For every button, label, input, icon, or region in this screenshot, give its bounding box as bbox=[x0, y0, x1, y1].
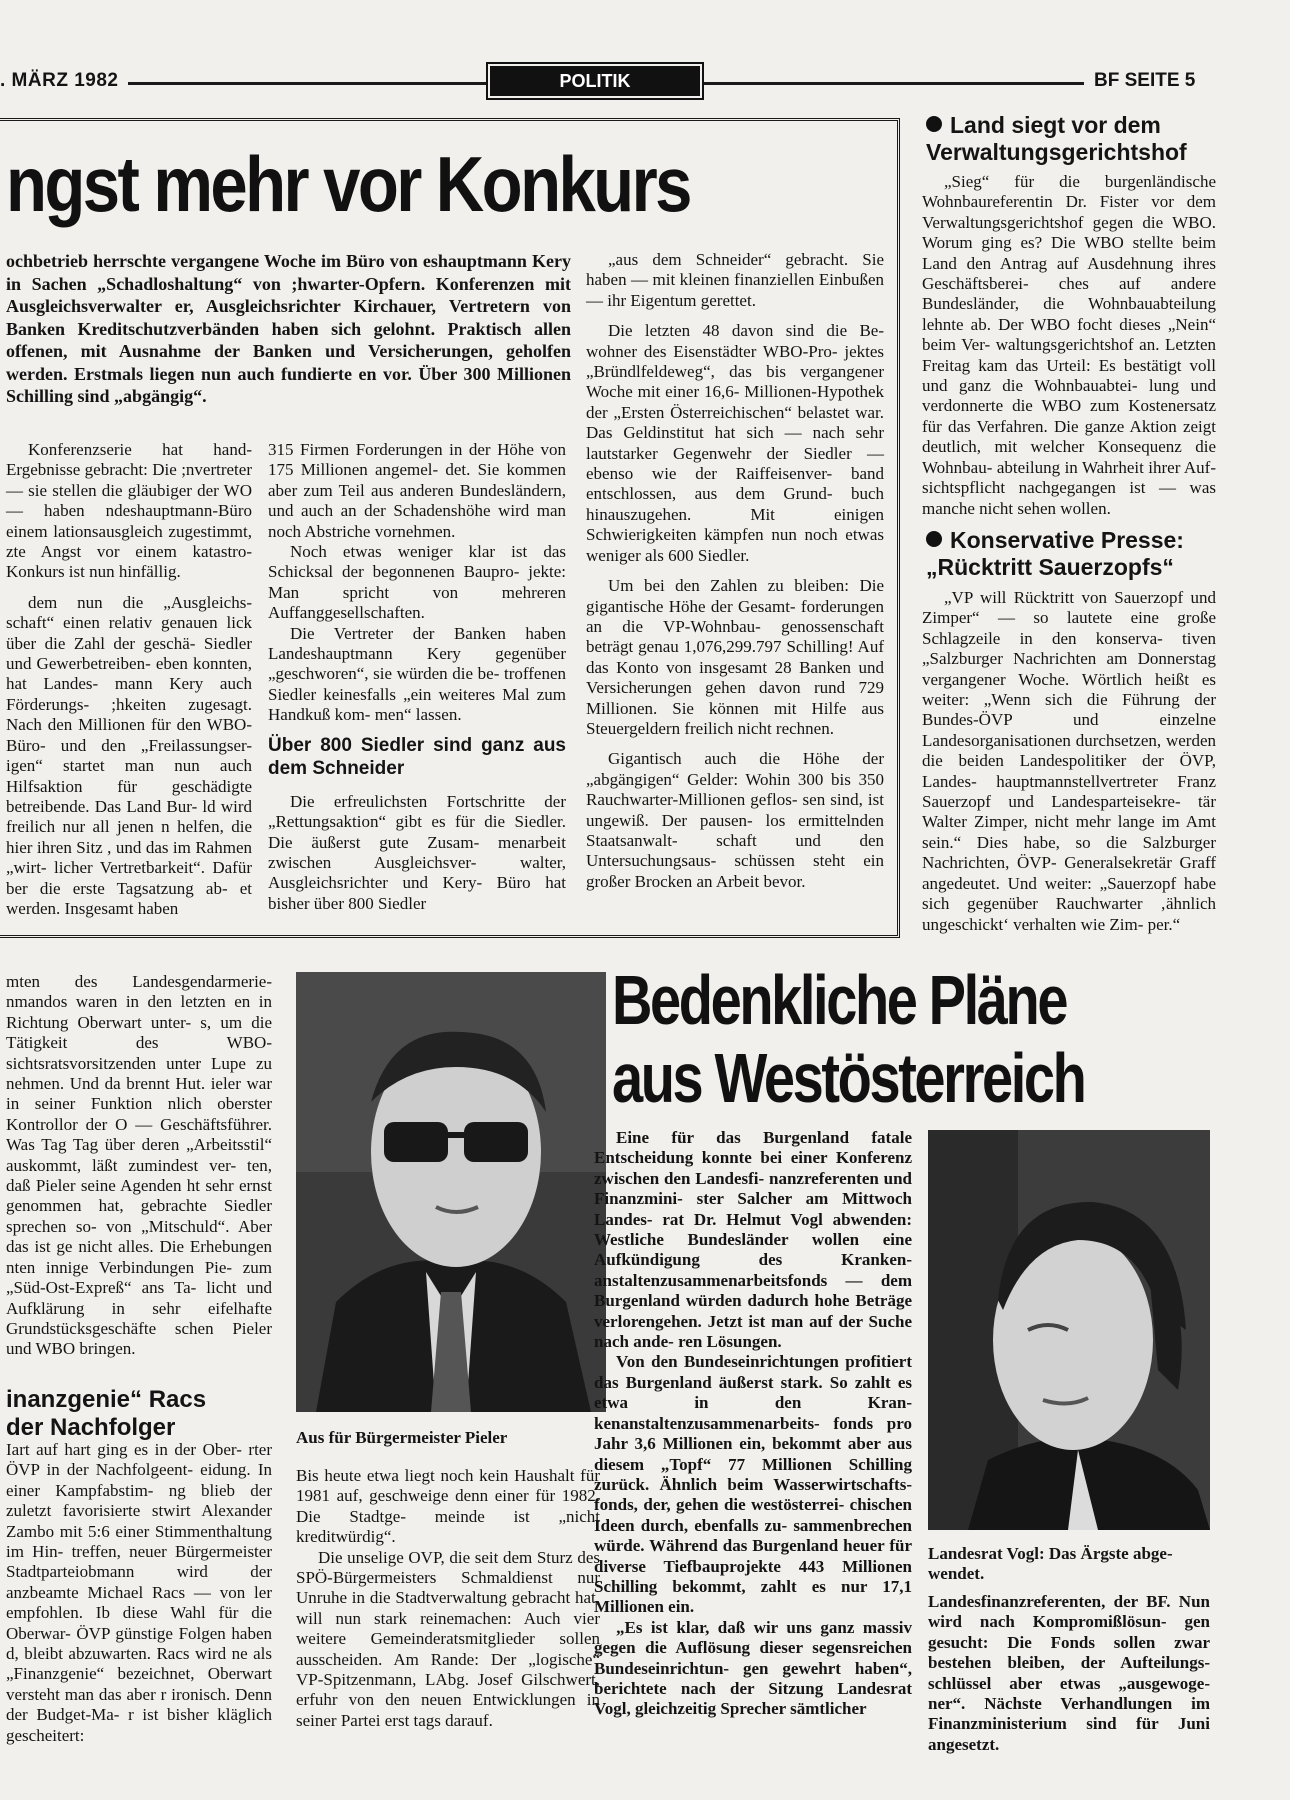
plans-headline-line-2: aus Westösterreich bbox=[612, 1039, 1085, 1117]
sidebar-story-2 bbox=[922, 588, 1216, 935]
vogl-portrait-photo bbox=[928, 1130, 1210, 1530]
plans-headline-line-1: Bedenkliche Pläne bbox=[612, 961, 1067, 1039]
issue-date: . MÄRZ 1982 bbox=[0, 70, 119, 91]
lead-col2-para-3: Die Vertreter der Banken haben Landeshauptmann Kery gegenüber „geschworen“, sie würden die be- troffenen Siedler keinesfalls „ein weiteres Mal zum Handkuß kom- men“ lassen. bbox=[268, 623, 566, 725]
plans-body bbox=[594, 1128, 912, 1720]
pieler-col-c-para-2: Die unselige OVP, die seit dem Sturz des SPÖ-Bürgermeisters Schmaldienst nur Unruhe in die Stadtverwaltung gebracht hat, will nun stark reinemachen: Auch vier weitere Gemeinderatsmitglieder sollen ausscheiden. Am Rande: Der „logische“ VP-Spitzenmann, LAbg. Josef Gilschwert, erfuhr von den neuen Entwicklungen in seiner Partei erst tags darauf. bbox=[296, 1547, 600, 1730]
lead-column-2 bbox=[268, 440, 566, 914]
bullet-icon bbox=[926, 531, 942, 547]
pieler-portrait-photo bbox=[296, 972, 606, 1412]
lead-col3-para-4: Gigantisch auch die Höhe der „abgängigen“ Gelder: Wohin 300 bis 350 Rauchwarter-Millionen geflos- sen sind, ist ungewiß. Der pausen- los ermittelnden Staatsanwalt- schaft und den Untersuchungsaus- schüssen steht ein großer Brocken an Arbeit bevor. bbox=[586, 749, 884, 891]
section-label bbox=[490, 66, 700, 96]
sidebar-story-2-text: „VP will Rücktritt von Sauerzopf und Zimper“ — so lautete eine große Schlagzeile in den konserva- tiven „Salzburger Nachrichten am Donnerstag vergangener Woche. Wörtlich heißt es weiter: „Wenn sich die Führung der Bundes-ÖVP und einzelne Landesorganisationen durchsetzen, werden die beiden Landespolitiker der ÖVP, Landes- hauptmannstellvertreter Franz Sauerzopf und Landesparteisekre- tär Walter Zimper, nicht mehr lange im Amt sein.“ Dies habe, so die Salzburger Nachrichten, ÖVP- Generalsekretär Graff angedeutet. Und weiter: „Sauerzopf habe sich gegenüber Rauchwarter ‚ähnlich ungeschickt‘ verhalten wie Zim- per.“ bbox=[922, 588, 1216, 934]
plans-continuation-text: Landesfinanzreferenten, der BF. Nun wird nach Kompromißlösun- gen gesucht: Die Fonds sollen zwar bestehen bleiben, der Aufteilungs- schlüssel aber etwas „ausgewoge- ner“. Nächste Verhandlungen im Finanzministerium sind für Juni angesetzt. bbox=[928, 1592, 1210, 1754]
lead-column-1 bbox=[6, 440, 252, 919]
lead-col2-para-2: Noch etwas weniger klar ist das Schicksal der begonnenen Baupro- jekte: Man spricht von mehreren Auffanggesellschaften. bbox=[268, 542, 566, 623]
lead-col3-para-3: Um bei den Zahlen zu bleiben: Die gigantische Höhe der Gesamt- forderungen an die VP-Wohnbau- genossenschaft beträgt genau 1,076,299.797 Schilling! Auf das Konto von insgesamt 28 Banken und Versicherungen gehen davon rund 729 Millionen. Sie können mit Hilfe aus Steuergeldern freilich nicht rechnen. bbox=[586, 576, 884, 738]
lead-intro-text: ochbetrieb herrschte vergangene Woche im Büro von eshauptmann Kery in Sachen „Schadloshaltung“ von ;hwarter-Opfern. Konferenzen mit Ausgleichsverwalter er, Ausgleichsrichter Kirchauer, Vertretern von Banken Kreditschutzverbänden haben sich gelohnt. Praktisch allen offenen, mit Ausnahme der Banken und Versicherungen, geholfen werden. Erstmals liegen nun auch fundierte en vor. Über 300 Millionen Schilling sind „abgängig“. bbox=[6, 251, 571, 406]
pieler-portrait-svg bbox=[296, 972, 606, 1412]
sidebar-headline-2 bbox=[926, 527, 1226, 581]
plans-body-para-1: Eine für das Burgenland fatale Entscheidung konnte bei einer Konferenz zwischen den Landesfi- nanzreferenten und Finanzmini- ster Salcher am Mittwoch Landes- rat Dr. Helmut Vogl abwenden: Westliche Bundesländer wollen eine Aufkündigung des Kranken- anstaltenzusammenarbeitsfonds — dem Burgenland würden dadurch hohe Beträge verlorengehen. Jetzt ist man auf der Suche nach ande- ren Lösungen. bbox=[594, 1128, 912, 1352]
lead-headline: ngst mehr vor Konkurs bbox=[6, 140, 690, 228]
pieler-col-a-text: mten des Landesgendarmerie- nmandos waren in den letzten en in Richtung Oberwart unter- s, um die Tätigkeit des WBO- sichtsratsvorsitzenden unter Lupe zu nehmen. Und da brennt Hut. ieler war in seiner Funktion nlich oberster Kontrollor der O — Geschäftsführer. Was Tag Tag über deren „Arbeitsstil“ auskommt, läßt zumindest ver- ten, daß Pieler seine Agenden ht sehr ernst genommen hat, gebrachte Siedler sprechen so- von „Mitschuld“. Aber das ist ge nicht alles. Die Erhebungen nten innige Verbindungen Pie- zum „Süd-Ost-Expreß“ ans Ta- licht und Aufklärung in sehr eifelhafte Grundstücksgeschäfte schen Pieler und WBO bringen. bbox=[6, 972, 272, 1359]
plans-body-para-3: „Es ist klar, daß wir uns ganz massiv gegen die Auflösung dieser segensreichen Bundeseinrichtun- gen gewehrt haben“, berichtete nach der Sitzung Landesrat Vogl, gleichzeitig Sprecher sämtlicher bbox=[594, 1617, 912, 1719]
bullet-icon bbox=[926, 116, 942, 132]
pieler-column-b bbox=[6, 1440, 272, 1746]
sidebar-headline-1 bbox=[926, 112, 1226, 166]
vogl-photo-caption: Landesrat Vogl: Das Ärgste abge- wendet. bbox=[928, 1544, 1173, 1584]
vogl-portrait-svg bbox=[928, 1130, 1210, 1530]
pieler-column-a bbox=[6, 972, 272, 1360]
sidebar-story-1-text: „Sieg“ für die burgenländische Wohnbaureferentin Dr. Fister vor dem Verwaltungsgerichtshof gegen die WBO. Worum ging es? Die WBO stellte beim Land den Antrag auf Ausdehnung ihres Geschäftsberei- ches auf andere Bundesländer, die Wohnbauabteilung lehnte ab. Der WBO focht dieses „Nein“ beim Ver- waltungsgerichtshof an. Letzten Freitag kam das Urteil: Es bestätigt voll und ganz die Wohnbauabtei- lung und verdonnerte die WBO zum Kostenersatz für das Verfahren. Die ganze Aktion zeigt deutlich, mit welcher Konsequenz die Wohnbau- abteilung in Wahrheit ihrer Auf- sichtspflicht nachgegangen ist — was manche nicht sehen wollen. bbox=[922, 172, 1216, 518]
lead-intro bbox=[6, 250, 571, 408]
plans-continuation bbox=[928, 1592, 1210, 1755]
sidebar-headline-1-text: Land siegt vor dem Verwaltungsgerichtshof bbox=[926, 112, 1187, 165]
pieler-col-c-para-1: Bis heute etwa liegt noch kein Haushalt für 1981 auf, geschweige denn einer für 1982. Die Stadtge- meinde ist „nicht kreditwürdig“. bbox=[296, 1466, 600, 1547]
plans-body-para-2: Von den Bundeseinrichtungen profitiert das Burgenland äußerst stark. So zahlt es etwa in den Kran- kenanstaltenzusammenarbeits- fonds pro Jahr 3,6 Millionen ein, bekommt aber aus diesem „Topf“ 77 Millionen Schilling zurück. Ähnlich beim Wasserwirtschafts- fonds, der, gehen die westösterrei- chischen Ideen durch, ebenfalls zu- sammenbrechen würde. Während das Burgenland heuer für diverse Tiefbauprojekte 443 Millionen Schilling bekommt, zahlt es nur 17,1 Millionen ein. bbox=[594, 1352, 912, 1617]
pieler-photo-caption: Aus für Bürgermeister Pieler bbox=[296, 1428, 508, 1447]
masthead-rule-left bbox=[128, 82, 488, 85]
lead-subhead: Über 800 Siedler sind ganz aus dem Schneider bbox=[268, 734, 566, 779]
lead-col1-para-2: dem nun die „Ausgleichs- schaft“ einen relativ genauen lick über die Zahl der geschä- Siedler und Gewerbetreiben- eben konnten, hat Landes- mann Kery auch Förderungs- ;hkeiten zugesagt. Nach den Millionen für den WBO-Büro- und den „Freilassungser- igen“ startet man nun auch Hilfsaktion für geschädigte betreibende. Das Land Bur- ld wird freilich nur all jenen n helfen, die hier ihren Sitz , und das im Rahmen „wirt- licher Vertretbarkeit“. Dafür ber die erste Tagsatzung ab- et werden. Insgesamt haben bbox=[6, 592, 252, 918]
section-label-text: POLITIK bbox=[559, 71, 631, 91]
lead-col1-para-1: Konferenzserie hat hand- Ergebnisse gebracht: Die ;nvertreter — sie stellen die gläubiger der WO — haben ndeshauptmann-Büro einem lationsausgleich zugestimmt, zte Angst vor einem katastro- Konkurs ist nun hinfällig. bbox=[6, 440, 252, 582]
lead-col2-para-4: Die erfreulichsten Fortschritte der „Rettungsaktion“ gibt es für die Siedler. Die äußerst gute Zusam- menarbeit zwischen Ausgleichsver- walter, Ausgleichsrichter und Kery- Büro hat bisher über 800 Siedler bbox=[268, 791, 566, 913]
lead-col3-para-2: Die letzten 48 davon sind die Be- wohner des Eisenstädter WBO-Pro- jektes „Bründlfeldeweg“, das bis vergangener Woche mit einer 16,6- Millionen-Hypothek der „Ersten Österreichischen“ belastet war. Das Geldinstitut hat sich — nach sehr lautstarker Gegenwehr der Siedler — ebenso wie der Raiffeisenver- band entschlossen, aus dem Grund- buch hinauszugehen. Mit einigen Schwierigkeiten kämpfen nun noch etwas weniger als 600 Siedler. bbox=[586, 321, 884, 565]
pieler-subhead: inanzgenie“ Racs der Nachfolger bbox=[6, 1386, 207, 1441]
masthead-rule-right bbox=[704, 82, 1084, 85]
page-number: BF SEITE 5 bbox=[1094, 70, 1196, 91]
pieler-col-b-text: Iart auf hart ging es in der Ober- rter ÖVP in der Nachfolgeent- eidung. In einer Kampfabstim- ng blieb der zuletzt favorisierte stwirt Alexander Zambo mit 5:6 einer Stimmenthaltung im Hin- treffen, neuer Bürgermeister Stadtparteiobmann wird der anzbeamte Michael Racs — von ler empfohlen. Ib diese Wahl für die Oberwar- ÖVP günstige Folgen haben d, bleibt abzuwarten. Racs wird ne als „Finanzgenie“ bezeichnet, Oberwart versteht man das aber r ironisch. Denn der Budget-Ma- r ist bisher kläglich gescheitert: bbox=[6, 1440, 272, 1745]
lead-col2-para-1: 315 Firmen Forderungen in der Höhe von 175 Millionen angemel- det. Sie kommen aber zum Teil aus anderen Bundesländern, und auch an der Schadenshöhe wird man noch Abstriche vornehmen. bbox=[268, 440, 566, 541]
lead-column-3 bbox=[586, 250, 884, 892]
lead-col3-para-1: „aus dem Schneider“ gebracht. Sie haben — mit kleinen finanziellen Einbußen — ihr Eigentum gerettet. bbox=[586, 250, 884, 310]
pieler-column-c bbox=[296, 1466, 600, 1731]
sidebar-story-1 bbox=[922, 172, 1216, 519]
sidebar-headline-2-text: Konservative Presse: „Rücktritt Sauerzopfs“ bbox=[926, 527, 1184, 580]
